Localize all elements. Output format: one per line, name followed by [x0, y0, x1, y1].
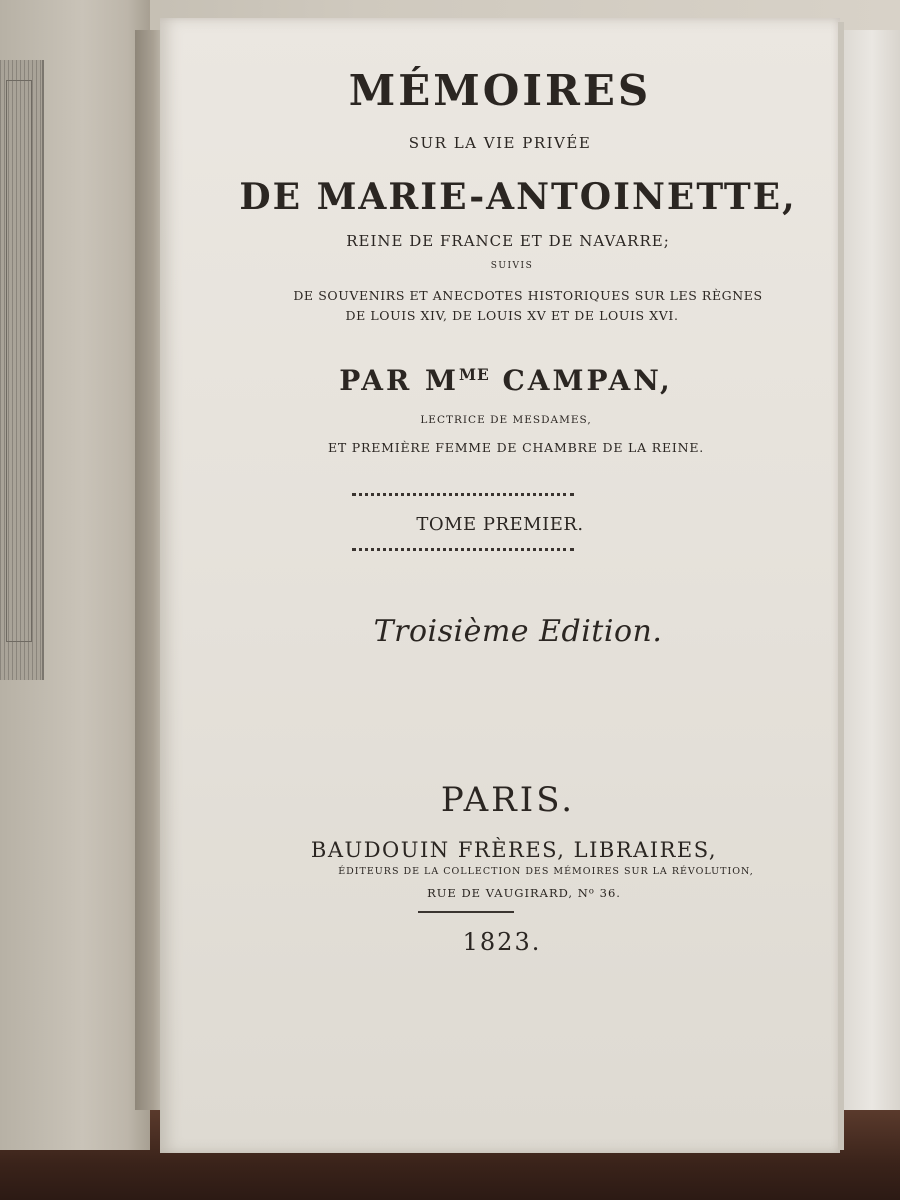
- author-line: [166, 364, 846, 397]
- imprint-publisher: BAUDOUIN FRÈRES, LIBRAIRES,: [310, 838, 718, 862]
- address-number-sup: o: [588, 886, 595, 897]
- book-subtitle: SUR LA VIE PRIVÉE: [408, 134, 592, 152]
- title-page: [160, 18, 840, 1153]
- dotted-rule-top: [352, 493, 574, 496]
- author-role-2: ET PREMIÈRE FEMME DE CHAMBRE DE LA REINE.: [327, 440, 705, 455]
- frontispiece-engraving: [0, 60, 44, 680]
- page-edge: [838, 22, 844, 1150]
- imprint-city: PARIS.: [440, 780, 576, 820]
- book-subject: DE MARIE-ANTOINETTE,: [239, 176, 797, 218]
- imprint-year: 1823.: [462, 928, 542, 956]
- address-prefix: RUE DE VAUGIRARD, N: [427, 886, 589, 900]
- imprint-publisher-description: ÉDITEURS DE LA COLLECTION DES MÉMOIRES SUR LA RÉVOLUTION,: [338, 866, 754, 877]
- dotted-rule-bottom: [352, 548, 574, 551]
- suivis-label: SUIVIS: [490, 261, 534, 271]
- edition-handwritten: Troisième Edition.: [373, 614, 663, 649]
- imprint-rule: [418, 911, 514, 913]
- imprint-address: [184, 886, 864, 900]
- subject-title: REINE DE FRANCE ET DE NAVARRE;: [346, 232, 670, 250]
- souvenirs-line-2: DE LOUIS XIV, DE LOUIS XV ET DE LOUIS XVI.: [345, 308, 679, 323]
- address-number: 36.: [594, 886, 621, 900]
- engraving-frame: [6, 80, 32, 642]
- author-role-1: LECTRICE DE MESDAMES,: [420, 414, 592, 426]
- author-prefix: PAR M: [339, 364, 459, 397]
- left-page: [0, 0, 150, 1150]
- book-title: MÉMOIRES: [348, 66, 652, 115]
- author-name: CAMPAN,: [489, 364, 673, 397]
- souvenirs-line-1: DE SOUVENIRS ET ANECDOTES HISTORIQUES SUR LES RÈGNES: [293, 288, 763, 303]
- author-honorific-sup: ME: [458, 366, 490, 384]
- volume-label: TOME PREMIER.: [416, 514, 584, 535]
